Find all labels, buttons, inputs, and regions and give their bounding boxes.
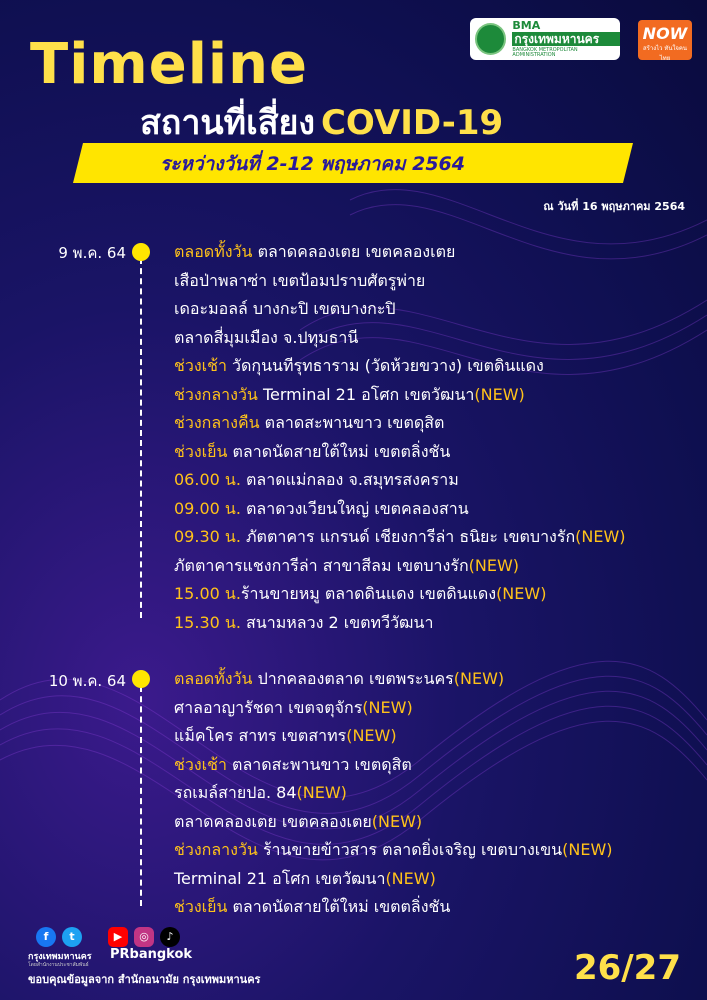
- entry-time: 15.30 น.: [174, 612, 241, 632]
- entry-place: ตลาดสะพานขาว เขตดุสิต: [226, 754, 412, 774]
- entry-time: ตลอดทั้งวัน: [174, 242, 253, 261]
- timeline-entry: [174, 609, 626, 638]
- entry-place: Terminal 21 อโศก เขตวัฒนา: [257, 384, 475, 404]
- entry-place: ตลาดสะพานขาว เขตดุสิต: [259, 413, 445, 432]
- bma-short: BMA: [512, 19, 541, 32]
- timeline-entry: [174, 495, 626, 524]
- entry-new-tag: (NEW): [385, 868, 436, 888]
- timeline-entry: [174, 523, 626, 552]
- timeline-entry: [174, 694, 613, 723]
- period-text: ระหว่างวันที่ 2-12 พฤษภาคม 2564: [160, 153, 465, 175]
- entry-place: ตลาดนัดสายใต้ใหม่ เขตตลิ่งชัน: [227, 441, 451, 461]
- bma-thai: กรุงเทพมหานคร: [512, 32, 620, 46]
- timeline-entry: [174, 865, 613, 894]
- entry-new-tag: (NEW): [296, 783, 347, 802]
- subtitle-thai: สถานที่เสี่ยง: [140, 103, 315, 143]
- bkk-sub: โดยสำนักงานประชาสัมพันธ์: [28, 962, 89, 968]
- timeline-entry: [174, 779, 613, 808]
- entry-place: ตลาดคลองเตย เขตคลองเตย: [252, 242, 456, 261]
- timeline-entry: [174, 722, 613, 751]
- facebook-icon: f: [36, 927, 56, 947]
- entry-time: ช่วงเย็น: [174, 441, 228, 461]
- timeline-entry: [174, 267, 626, 296]
- entry-new-tag: (NEW): [346, 726, 397, 745]
- timeline-entry: [174, 352, 626, 381]
- timeline-entry: [174, 580, 626, 609]
- entry-time: 09.30 น.: [174, 527, 241, 546]
- timeline-entry: [174, 381, 626, 410]
- entry-time: 15.00 น.: [174, 584, 241, 603]
- bma-seal-icon: [475, 23, 506, 55]
- entry-place: ภัตตาคารแชงการีล่า สาขาสีลม เขตบางรัก: [174, 555, 469, 575]
- entry-place: ร้านขายหมู ตลาดดินแดง เขตดินแดง: [240, 584, 497, 603]
- timeline-entry: [174, 466, 626, 495]
- page-title: Timeline: [30, 32, 308, 97]
- entry-new-tag: (NEW): [474, 384, 525, 404]
- instagram-icon: ◎: [134, 927, 154, 947]
- timeline-entry: [174, 836, 613, 865]
- timeline-entry: [174, 552, 626, 581]
- timeline-line-day2: [140, 686, 142, 906]
- timeline-entry: [174, 409, 626, 438]
- entry-new-tag: (NEW): [575, 527, 626, 546]
- entry-new-tag: (NEW): [468, 555, 520, 575]
- entry-time: ช่วงกลางคืน: [174, 413, 260, 432]
- entry-place: เดอะมอลล์ บางกะปิ เขตบางกะปิ: [174, 299, 396, 318]
- entry-new-tag: (NEW): [362, 697, 413, 717]
- data-credit: ขอบคุณข้อมูลจาก สำนักอนามัย กรุงเทพมหานคร: [28, 973, 261, 986]
- entry-place: ตลาดสี่มุมเมือง จ.ปทุมธานี: [174, 327, 359, 347]
- entry-place: แม็คโคร สาทร เขตสาทร: [174, 726, 347, 745]
- page-number: 26/27: [573, 948, 681, 988]
- entry-place: สนามหลวง 2 เขตทวีวัฒนา: [240, 612, 434, 632]
- bma-english: BANGKOK METROPOLITAN ADMINISTRATION: [512, 47, 578, 58]
- bma-logo: [470, 18, 620, 60]
- entry-new-tag: (NEW): [453, 669, 505, 688]
- entry-place: ปากคลองตลาด เขตพระนคร: [252, 669, 454, 688]
- entries-day1: [174, 238, 626, 637]
- twitter-icon: t: [62, 927, 82, 947]
- entry-time: ตลอดทั้งวัน: [174, 669, 253, 688]
- subtitle-covid: COVID-19: [320, 103, 504, 143]
- entry-place: ตลาดวงเวียนใหญ่ เขตคลองสาน: [240, 498, 469, 518]
- entry-place: เสือป่าพลาซ่า เขตป้อมปราบศัตรูพ่าย: [174, 270, 426, 290]
- timeline-entry: [174, 808, 613, 837]
- timeline-line-day1: [140, 258, 142, 618]
- pr-bangkok-label: PRbangkok: [110, 947, 193, 962]
- youtube-icon: ▶: [108, 927, 128, 947]
- date-day2: 10 พ.ค. 64: [48, 672, 126, 690]
- entry-new-tag: (NEW): [496, 584, 547, 603]
- entry-place: วัดกุนนทีรุทธาราม (วัดห้วยขวาง) เขตดินแดง: [226, 356, 544, 375]
- entry-time: 06.00 น.: [174, 470, 241, 489]
- entry-time: ช่วงเย็น: [174, 897, 228, 916]
- now-logo: [638, 20, 692, 60]
- timeline-entry: [174, 665, 613, 694]
- now-label: NOW: [642, 24, 688, 43]
- entry-place: ร้านขายข้าวสาร ตลาดยิ่งเจริญ เขตบางเขน: [257, 840, 563, 859]
- entry-time: 09.00 น.: [174, 498, 241, 518]
- entry-place: Terminal 21 อโศก เขตวัฒนา: [174, 868, 386, 888]
- timeline-entry: [174, 893, 613, 922]
- entry-place: รถเมล์สายปอ. 84: [174, 783, 297, 802]
- as-of-date: ณ วันที่ 16 พฤษภาคม 2564: [543, 200, 685, 213]
- page-subtitle: [140, 95, 503, 149]
- timeline-entry: [174, 295, 626, 324]
- timeline-entry: [174, 238, 626, 267]
- entry-place: ตลาดคลองเตย เขตคลองเตย: [174, 811, 372, 831]
- entry-time: ช่วงเช้า: [174, 356, 227, 375]
- timeline-dot-day1: [132, 243, 150, 261]
- bkk-label: กรุงเทพมหานคร: [28, 952, 92, 962]
- date-day1: 9 พ.ค. 64: [58, 244, 126, 262]
- timeline-entry: [174, 751, 613, 780]
- now-sub: สร้างไว ทันใจคนไทย: [642, 45, 688, 62]
- timeline-entry: [174, 438, 626, 467]
- timeline-entry: [174, 324, 626, 353]
- timeline-dot-day2: [132, 670, 150, 688]
- entry-place: ตลาดนัดสายใต้ใหม่ เขตตลิ่งชัน: [227, 897, 451, 916]
- entry-time: ช่วงกลางวัน: [174, 384, 258, 404]
- entry-new-tag: (NEW): [562, 840, 613, 859]
- entry-place: ภัตตาคาร แกรนด์ เชียงการีล่า ธนิยะ เขตบางรัก: [240, 527, 576, 546]
- entries-day2: [174, 665, 613, 922]
- entry-time: ช่วงเช้า: [174, 754, 227, 774]
- tiktok-icon: ♪: [160, 927, 180, 947]
- entry-place: ศาลอาญารัชดา เขตจตุจักร: [174, 697, 363, 717]
- entry-new-tag: (NEW): [371, 811, 423, 831]
- entry-time: ช่วงกลางวัน: [174, 840, 258, 859]
- entry-place: ตลาดแม่กลอง จ.สมุทรสงคราม: [240, 470, 459, 489]
